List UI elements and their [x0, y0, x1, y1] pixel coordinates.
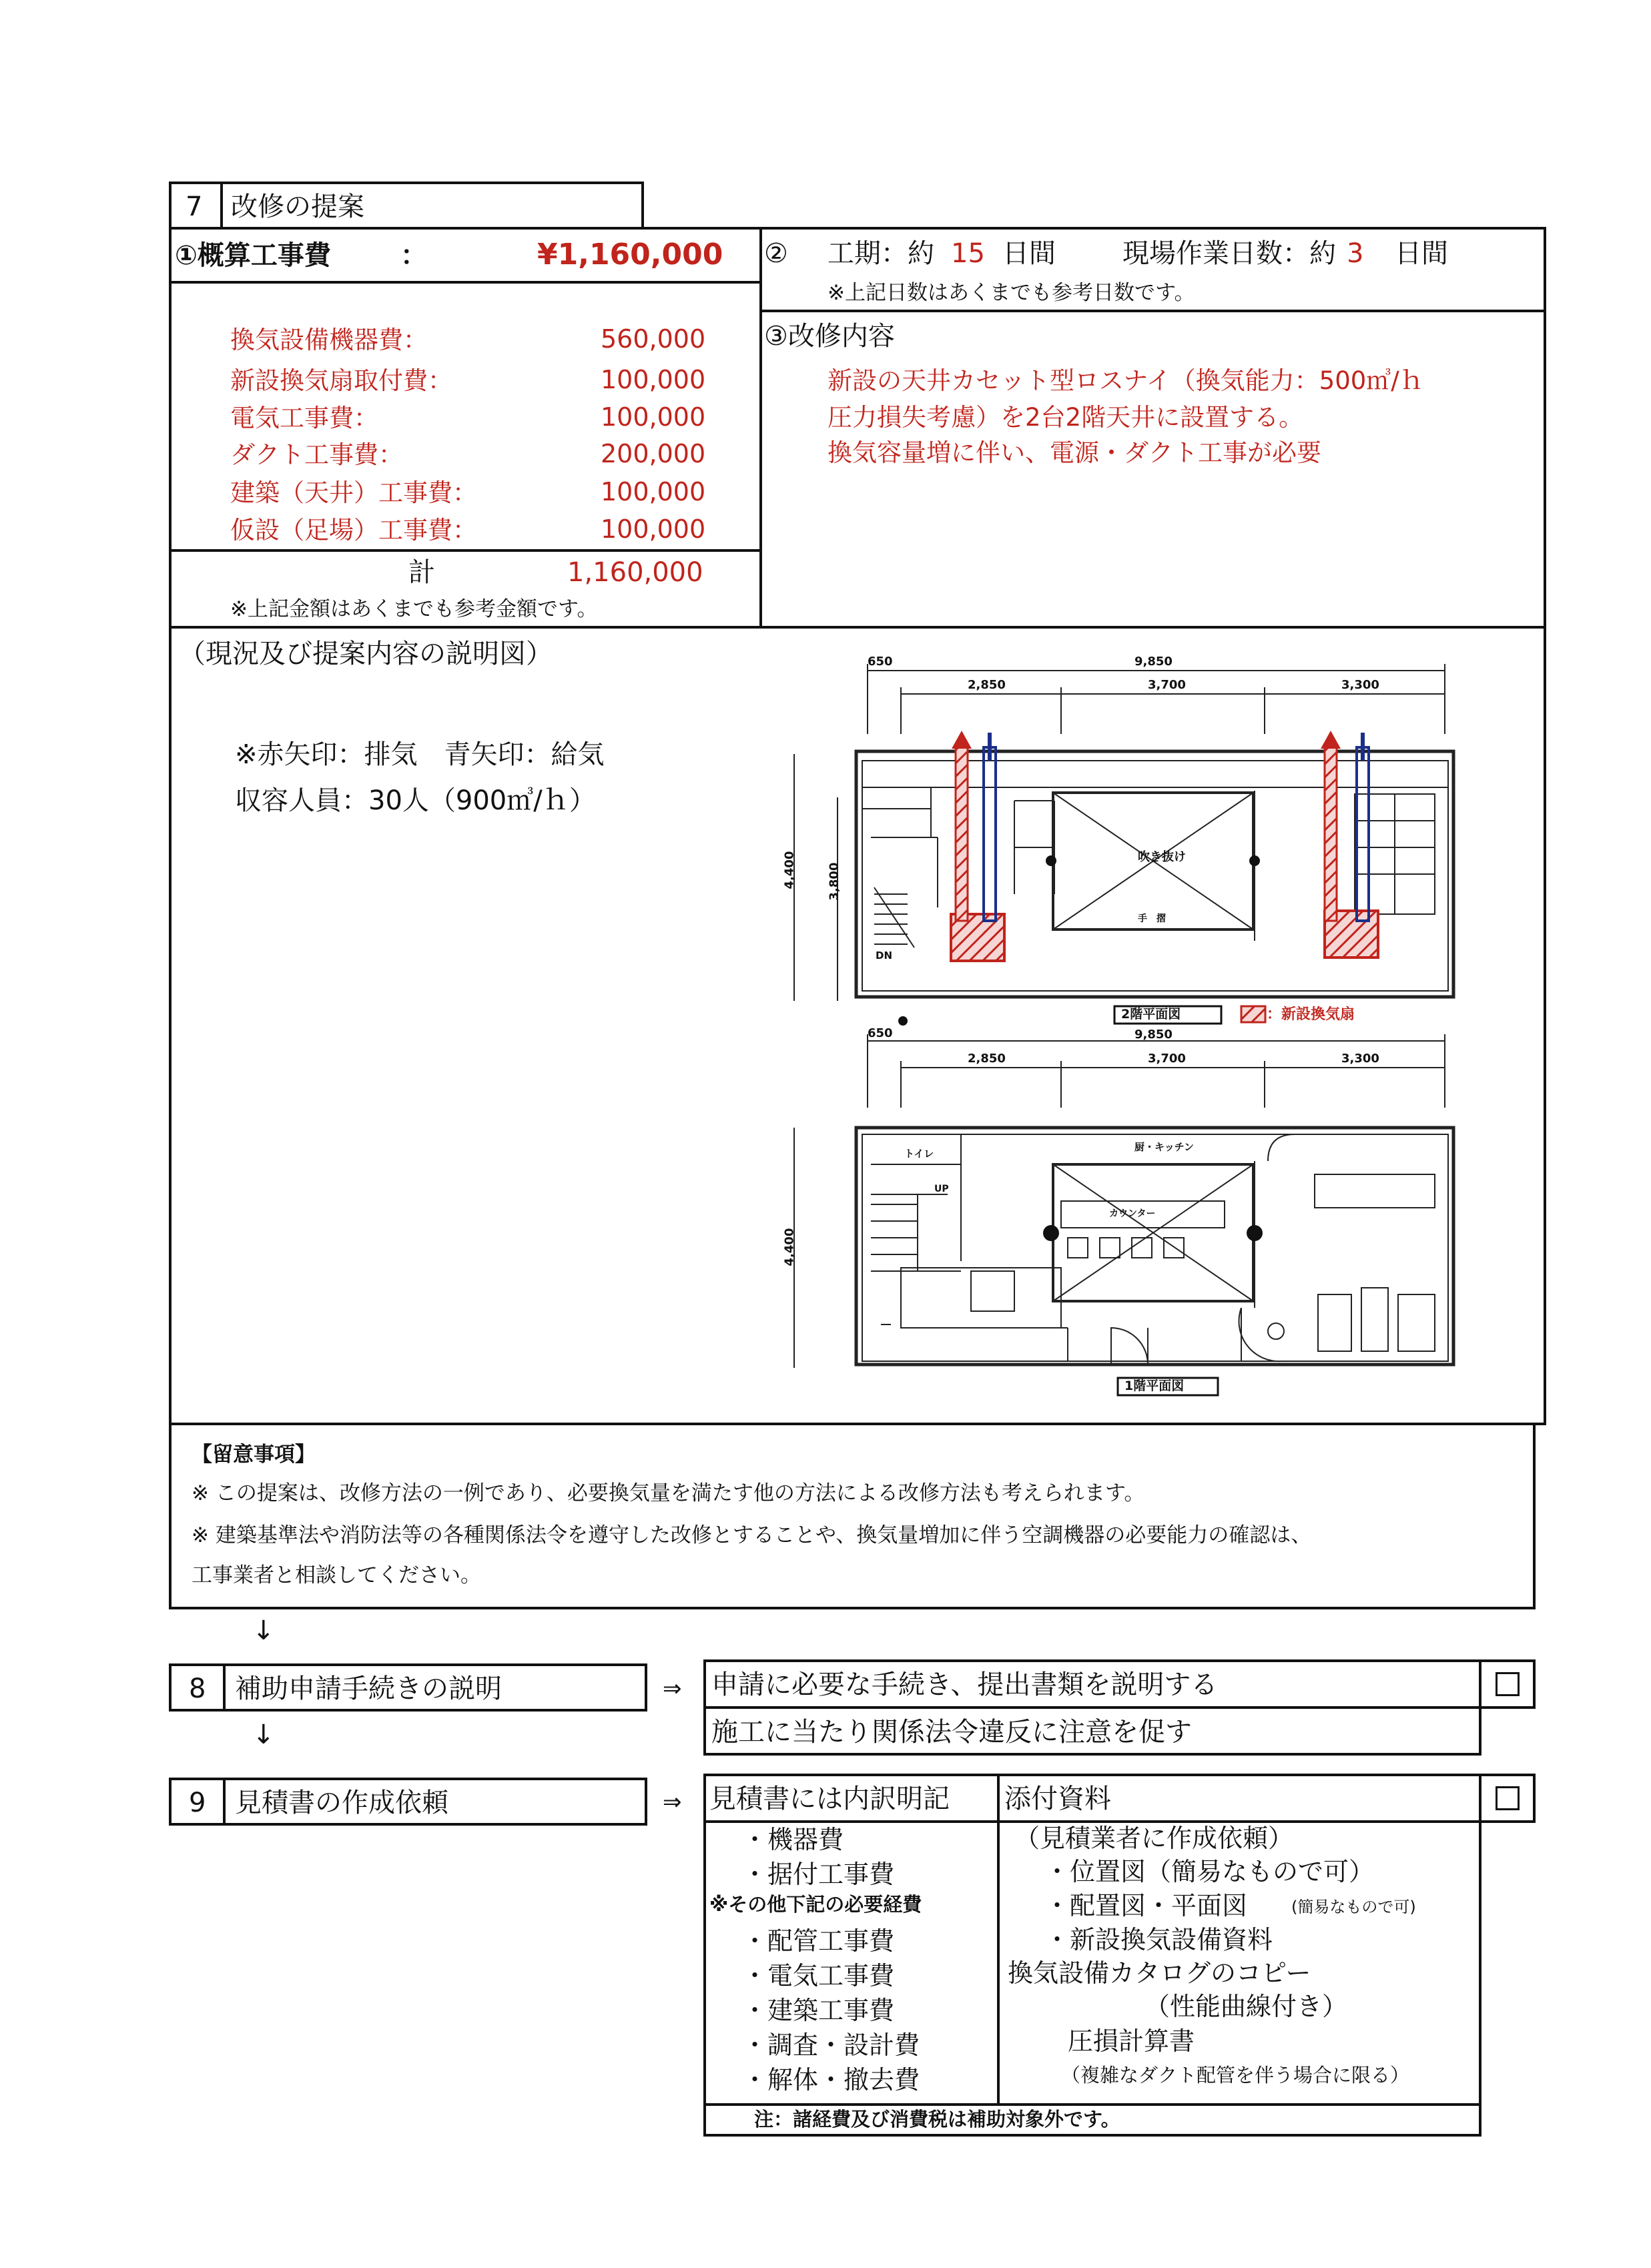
divider: [759, 310, 1546, 312]
cost-colon: ：: [400, 240, 427, 271]
new-fan-label: ：新設換気扇: [1267, 1006, 1355, 1023]
col2-item: ・新設換気設備資料: [1044, 1925, 1273, 1954]
dim-label: 4,400: [782, 851, 797, 889]
notes-line: 工事業者と相談してください。: [192, 1563, 481, 1587]
figure-heading: （現況及び提案内容の説明図）: [179, 639, 553, 669]
dim-label: 2,850: [968, 1052, 1006, 1066]
right-arrow: ⇒: [663, 1789, 682, 1816]
notes-line: ※ この提案は、改修方法の一例であり、必要換気量を満たす他の方法による改修方法も考えられます。: [192, 1481, 1145, 1505]
site-days-unit: 日間: [1395, 238, 1448, 269]
divider: [169, 549, 761, 552]
handrail-label: 手 摺: [1138, 913, 1166, 924]
cost-item-value: 100,000: [601, 477, 706, 506]
toilet-label: トイレ: [904, 1148, 934, 1160]
cost-item-label: 換気設備機器費：: [230, 326, 428, 354]
dim-label: 2,850: [968, 678, 1006, 692]
floor2-label: 2階平面図: [1121, 1007, 1181, 1022]
sum-value: 1,160,000: [567, 557, 703, 588]
dim-label: 4,400: [782, 1228, 797, 1266]
section-number: 9: [189, 1788, 206, 1818]
cost-item-label: 建築（天井）工事費：: [230, 478, 477, 507]
section8-item: 申請に必要な手続き、提出書類を説明する: [711, 1669, 1218, 1700]
col2-item: 換気設備カタログのコピー: [1008, 1958, 1311, 1988]
dim-label: 9,850: [1134, 1028, 1173, 1042]
divider: [223, 1778, 226, 1826]
atrium-label: 吹き抜け: [1138, 850, 1186, 864]
section-number: 8: [189, 1673, 206, 1704]
content-line: 新設の天井カセット型ロスナイ（換気能力：500㎥/ｈ: [828, 366, 1424, 395]
col2-item: ・配置図・平面図: [1044, 1891, 1248, 1920]
cost-item-value: 100,000: [601, 365, 706, 394]
content-line: 換気容量増に伴い、電源・ダクト工事が必要: [828, 438, 1321, 467]
col2-head: 添付資料: [1004, 1784, 1111, 1814]
divider: [223, 1663, 226, 1712]
section-number: 7: [186, 192, 203, 222]
col2-item: （複雑なダクト配管を伴う場合に限る）: [1061, 2064, 1410, 2087]
section-title: 補助申請手続きの説明: [235, 1673, 502, 1704]
section8-item: 施工に当たり関係法令違反に注意を促す: [711, 1717, 1192, 1748]
section8-checkbox[interactable]: [1496, 1672, 1520, 1696]
period-label: 工期：約: [828, 238, 934, 269]
col1-item: ・建築工事費: [742, 1996, 895, 2025]
cost-item-value: 560,000: [601, 324, 706, 354]
col2-item: ・位置図（簡易なもので可）: [1044, 1857, 1375, 1886]
col1-item: ・解体・撤去費: [742, 2065, 920, 2095]
divider: [169, 626, 1546, 629]
site-days: 3: [1347, 238, 1364, 269]
cost-item-value: 100,000: [601, 514, 706, 544]
divider: [703, 1820, 1481, 1823]
period-marker: ②: [764, 238, 788, 269]
dim-label: 650: [868, 1026, 893, 1040]
divider: [759, 227, 762, 627]
down-arrow: ↓: [252, 1615, 275, 1646]
section9-checkbox[interactable]: [1496, 1786, 1520, 1810]
capacity-note: 収容人員：30人（900㎥/ｈ）: [235, 785, 596, 816]
period-unit: 日間: [1002, 238, 1056, 269]
cost-item-value: 100,000: [601, 402, 706, 432]
divider: [997, 1774, 1000, 2105]
col2-item: （見積業者に作成依頼）: [1014, 1824, 1294, 1853]
right-arrow: ⇒: [663, 1675, 682, 1702]
cost-note: ※上記金額はあくまでも参考金額です。: [230, 597, 598, 621]
sum-label: 計: [408, 557, 435, 588]
section-title: 見積書の作成依頼: [235, 1788, 448, 1818]
dim-label: 650: [868, 655, 893, 669]
divider: [220, 181, 223, 230]
dim-label: 3,700: [1148, 678, 1186, 692]
floor1-label: 1階平面図: [1124, 1379, 1185, 1393]
dim-label: 3,300: [1341, 1052, 1379, 1066]
col1-item: ・調査・設計費: [742, 2030, 920, 2060]
down-arrow: ↓: [252, 1720, 275, 1750]
dim-label: 3,800: [827, 862, 842, 901]
counter-label: カウンター: [1109, 1208, 1156, 1219]
divider: [703, 2103, 1481, 2106]
col2-item: （性能曲線付き）: [1144, 1992, 1348, 2021]
arrow-legend: ※赤矢印：排気 青矢印：給気: [235, 739, 605, 770]
col2-item: 圧損計算書: [1068, 2026, 1195, 2056]
notes-heading: 【留意事項】: [192, 1443, 316, 1467]
cost-item-label: 仮設（足場）工事費：: [230, 516, 477, 544]
col1-item: ・配管工事費: [742, 1926, 895, 1956]
content-line: 圧力損失考慮）を2台2階天井に設置する。: [828, 403, 1304, 432]
col1-item: ・据付工事費: [742, 1860, 895, 1889]
col1-item: ・電気工事費: [742, 1961, 895, 1990]
cost-item-label: 電気工事費：: [230, 404, 378, 432]
dim-label: 9,850: [1134, 655, 1173, 669]
footnote: 注：諸経費及び消費税は補助対象外です。: [754, 2108, 1120, 2131]
cost-item-label: ダクト工事費：: [230, 440, 403, 469]
col1-head: 見積書には内訳明記: [709, 1784, 950, 1814]
cost-item-label: 新設換気扇取付費：: [230, 366, 452, 395]
site-days-label: 現場作業日数：約: [1122, 238, 1336, 269]
notes-line: ※ 建築基準法や消防法等の各種関係法令を遵守した改修とすることや、換気量増加に伴う空調機器の必要能力の確認は、: [192, 1523, 1312, 1547]
period-days: 15: [951, 238, 985, 269]
cost-heading: ①概算工事費: [175, 240, 331, 271]
content-heading: ③改修内容: [764, 321, 895, 352]
col2-item: (簡易なもので可): [1291, 1898, 1416, 1916]
cost-item-value: 200,000: [601, 439, 706, 468]
col1-item: ※その他下記の必要経費: [709, 1893, 922, 1916]
col1-item: ・機器費: [742, 1825, 844, 1854]
dim-label: 3,700: [1148, 1052, 1186, 1066]
cost-total-value: ¥1,160,000: [537, 238, 723, 272]
divider: [169, 281, 761, 284]
kitchen-label: 厨・キッチン: [1134, 1141, 1194, 1153]
dn-label: DN: [876, 950, 893, 962]
dim-label: 3,300: [1341, 678, 1379, 692]
up-label: UP: [934, 1184, 949, 1194]
section-title: 改修の提案: [231, 192, 364, 222]
period-note: ※上記日数はあくまでも参考日数です。: [828, 281, 1195, 305]
